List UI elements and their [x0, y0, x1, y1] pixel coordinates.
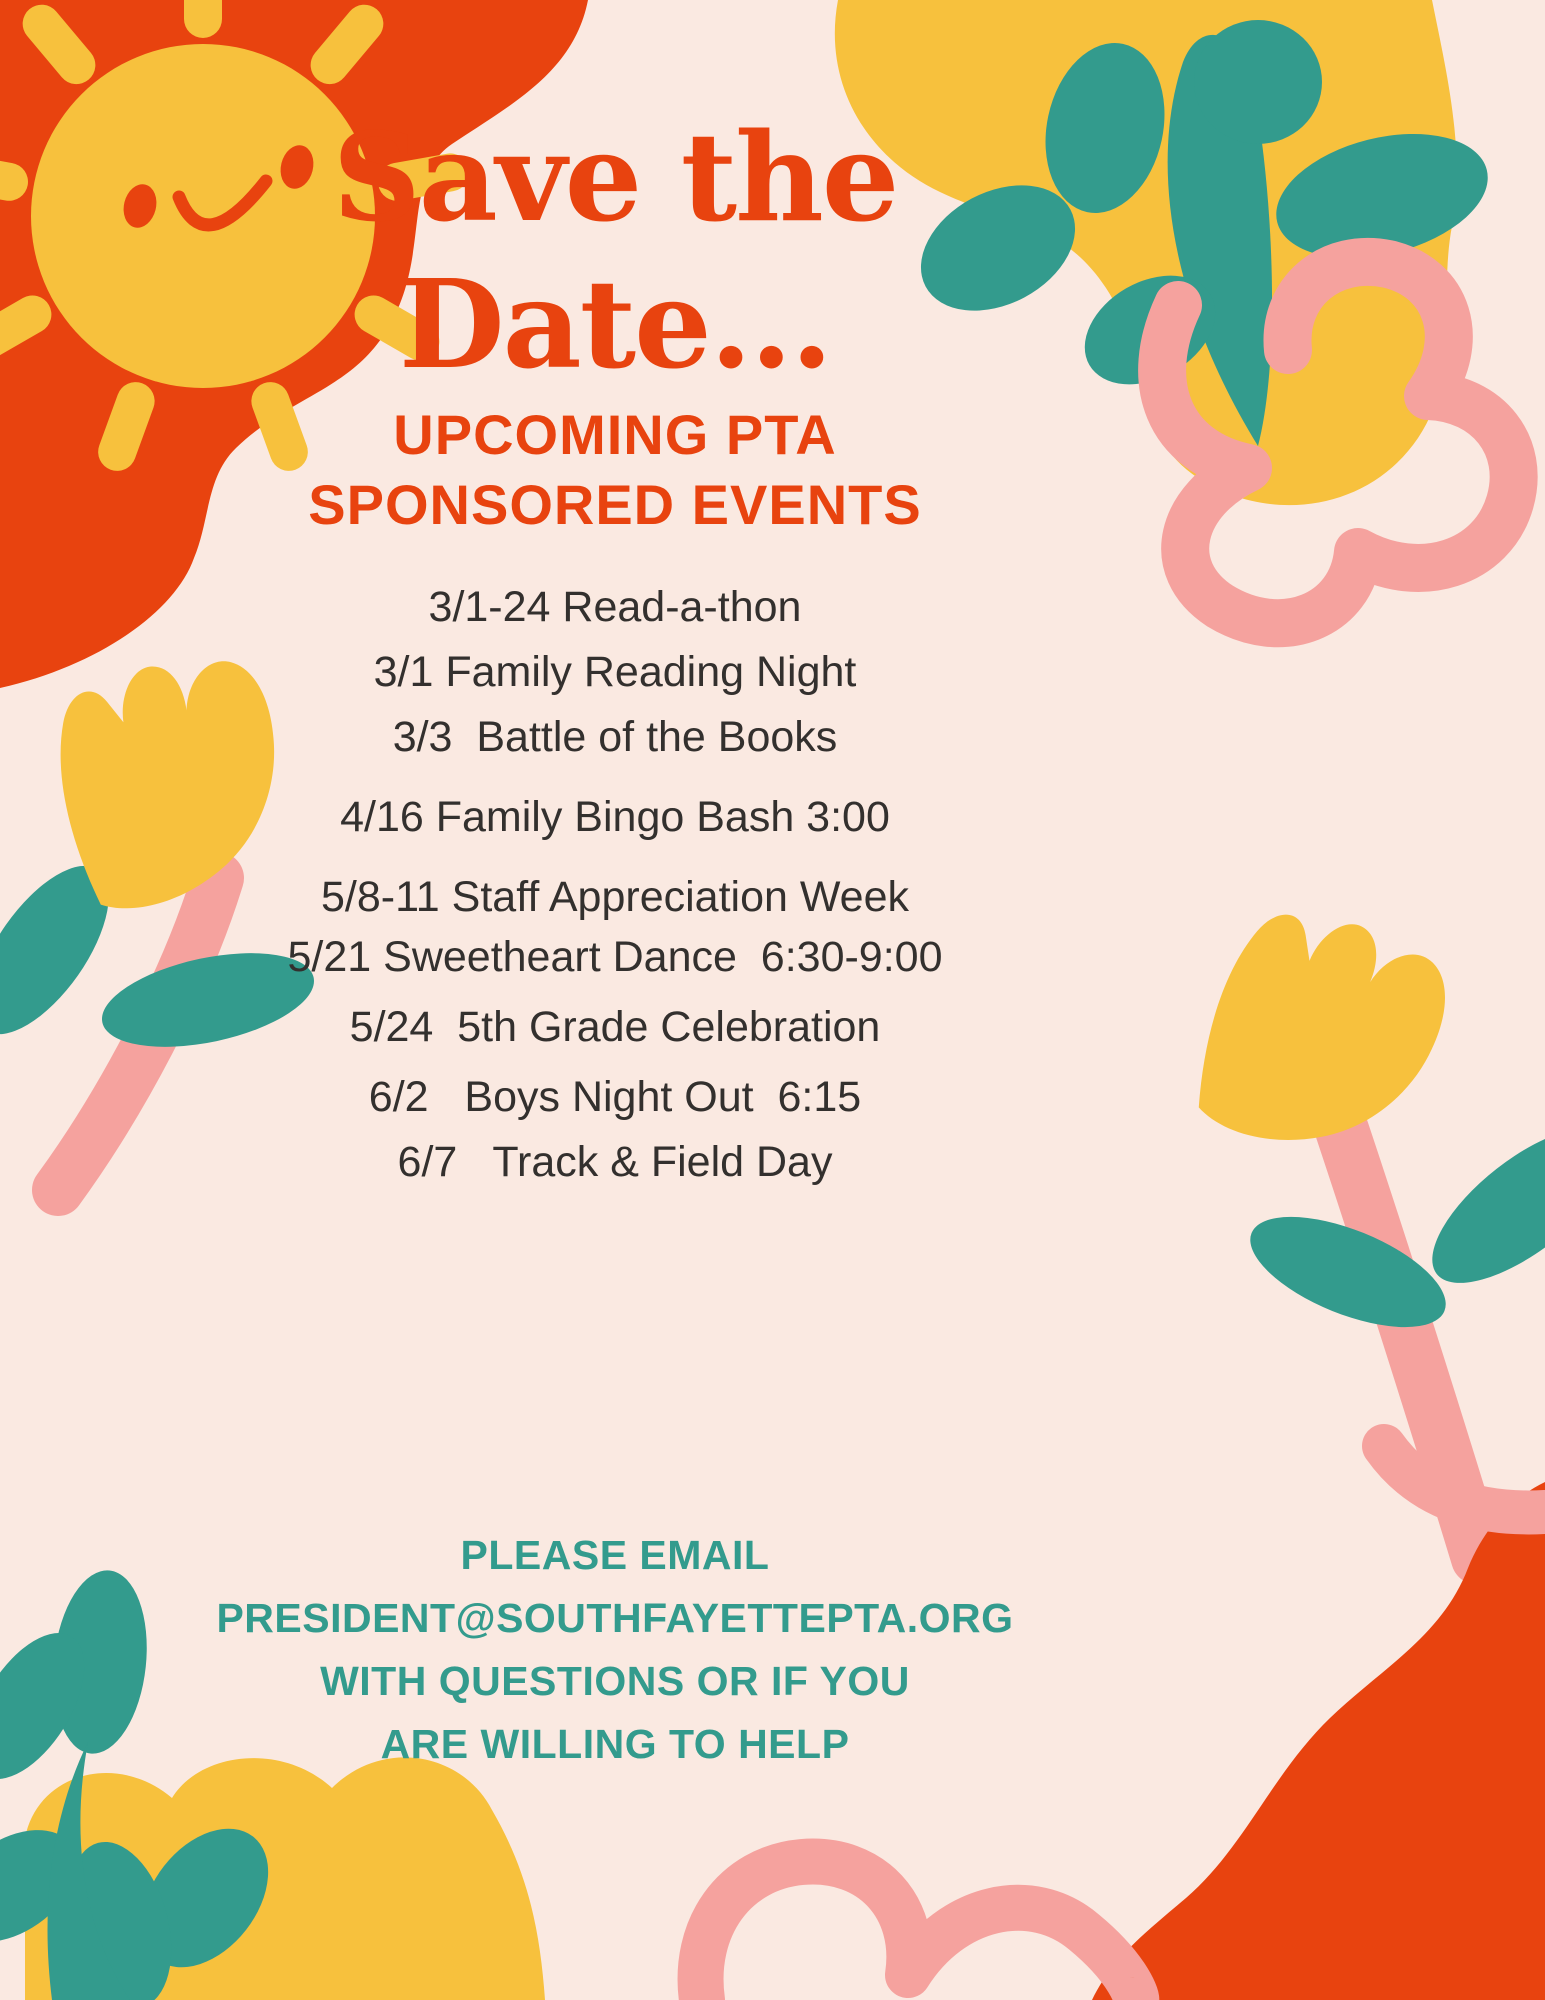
subtitle: [10, 400, 1220, 540]
event-item: 5/24 5th Grade Celebration: [349, 1003, 881, 1051]
event-list: [10, 575, 1220, 1195]
event-item: 3/1 Family Reading Night: [373, 648, 857, 696]
event-item: 5/21 Sweetheart Dance 6:30-9:00: [287, 933, 943, 981]
event-item: 6/7 Track & Field Day: [397, 1138, 833, 1186]
contact-note: [10, 1524, 1220, 1776]
contact-line-4: ARE WILLING TO HELP: [380, 1721, 850, 1767]
contact-line-1: PLEASE EMAIL: [460, 1532, 770, 1578]
flyer-content: [10, 0, 1220, 2000]
event-item: 5/8-11 Staff Appreciation Week: [320, 873, 910, 921]
page-title: [10, 104, 1220, 398]
subtitle-line-1: UPCOMING PTA: [393, 403, 837, 466]
title-line-2: Date...: [398, 252, 832, 396]
event-item: 4/16 Family Bingo Bash 3:00: [340, 793, 890, 841]
event-item: 6/2 Boys Night Out 6:15: [368, 1073, 862, 1121]
event-item: 3/1-24 Read-a-thon: [428, 583, 802, 631]
contact-line-3: WITH QUESTIONS OR IF YOU: [320, 1658, 910, 1704]
contact-email: PRESIDENT@SOUTHFAYETTEPTA.ORG: [216, 1595, 1014, 1641]
title-line-1: Save the: [332, 105, 898, 249]
subtitle-line-2: SPONSORED EVENTS: [308, 473, 922, 536]
event-item: 3/3 Battle of the Books: [392, 713, 838, 761]
